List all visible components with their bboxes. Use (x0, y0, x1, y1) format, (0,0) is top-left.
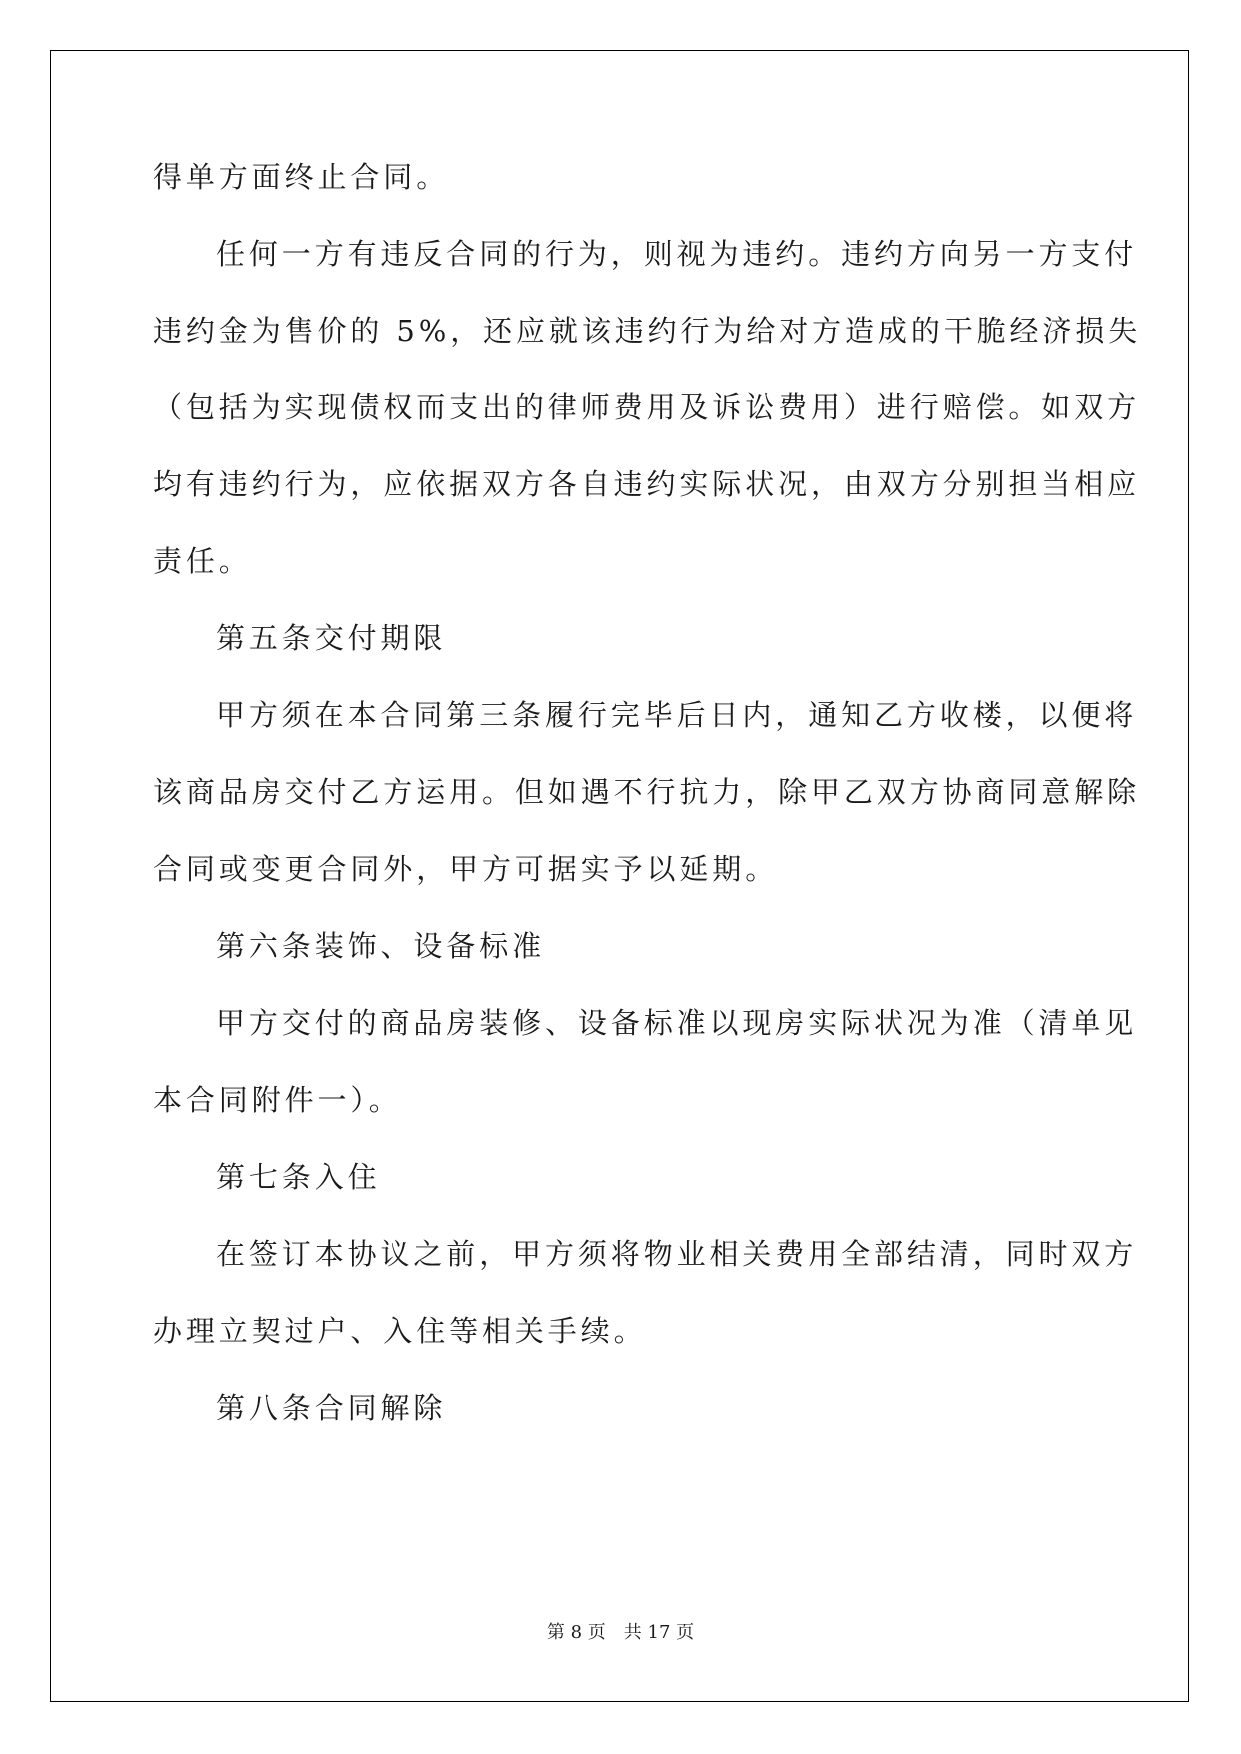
paragraph-line: 在签订本协议之前，甲方须将物业相关费用全部结清，同时双方 (216, 1237, 1138, 1271)
section-heading: 第七条入住 (216, 1160, 381, 1194)
paragraph-line: 责任。 (153, 544, 252, 578)
paragraph-line: 均有违约行为，应依据双方各自违约实际状况，由双方分别担当相应 (153, 467, 1141, 501)
paragraph-line: 本合同附件一）。 (153, 1083, 402, 1117)
paragraph-line: 违约金为售价的 5%，还应就该违约行为给对方造成的干脆经济损失 (153, 314, 1142, 348)
paragraph-line: 任何一方有违反合同的行为，则视为违约。违约方向另一方支付 (216, 237, 1138, 271)
page-footer (0, 1618, 1241, 1644)
paragraph-line: 办理立契过户、入住等相关手续。 (153, 1314, 647, 1348)
paragraph-line: 该商品房交付乙方运用。但如遇不行抗力，除甲乙双方协商同意解除 (153, 775, 1141, 809)
paragraph-line: 得单方面终止合同。 (153, 160, 450, 194)
paragraph-line: （包括为实现债权而支出的律师费用及诉讼费用）进行赔偿。如双方 (153, 390, 1141, 424)
page-total: 共 17 页 (623, 1622, 695, 1643)
section-heading: 第八条合同解除 (216, 1391, 447, 1425)
section-heading: 第六条装饰、设备标准 (216, 929, 546, 963)
paragraph-line: 甲方交付的商品房装修、设备标准以现房实际状况为准（清单见 (216, 1006, 1138, 1040)
section-heading: 第五条交付期限 (216, 621, 447, 655)
paragraph-line: 甲方须在本合同第三条履行完毕后日内，通知乙方收楼，以便将 (216, 698, 1138, 732)
paragraph-line: 合同或变更合同外，甲方可据实予以延期。 (153, 852, 779, 886)
page-number: 第 8 页 (546, 1622, 606, 1643)
